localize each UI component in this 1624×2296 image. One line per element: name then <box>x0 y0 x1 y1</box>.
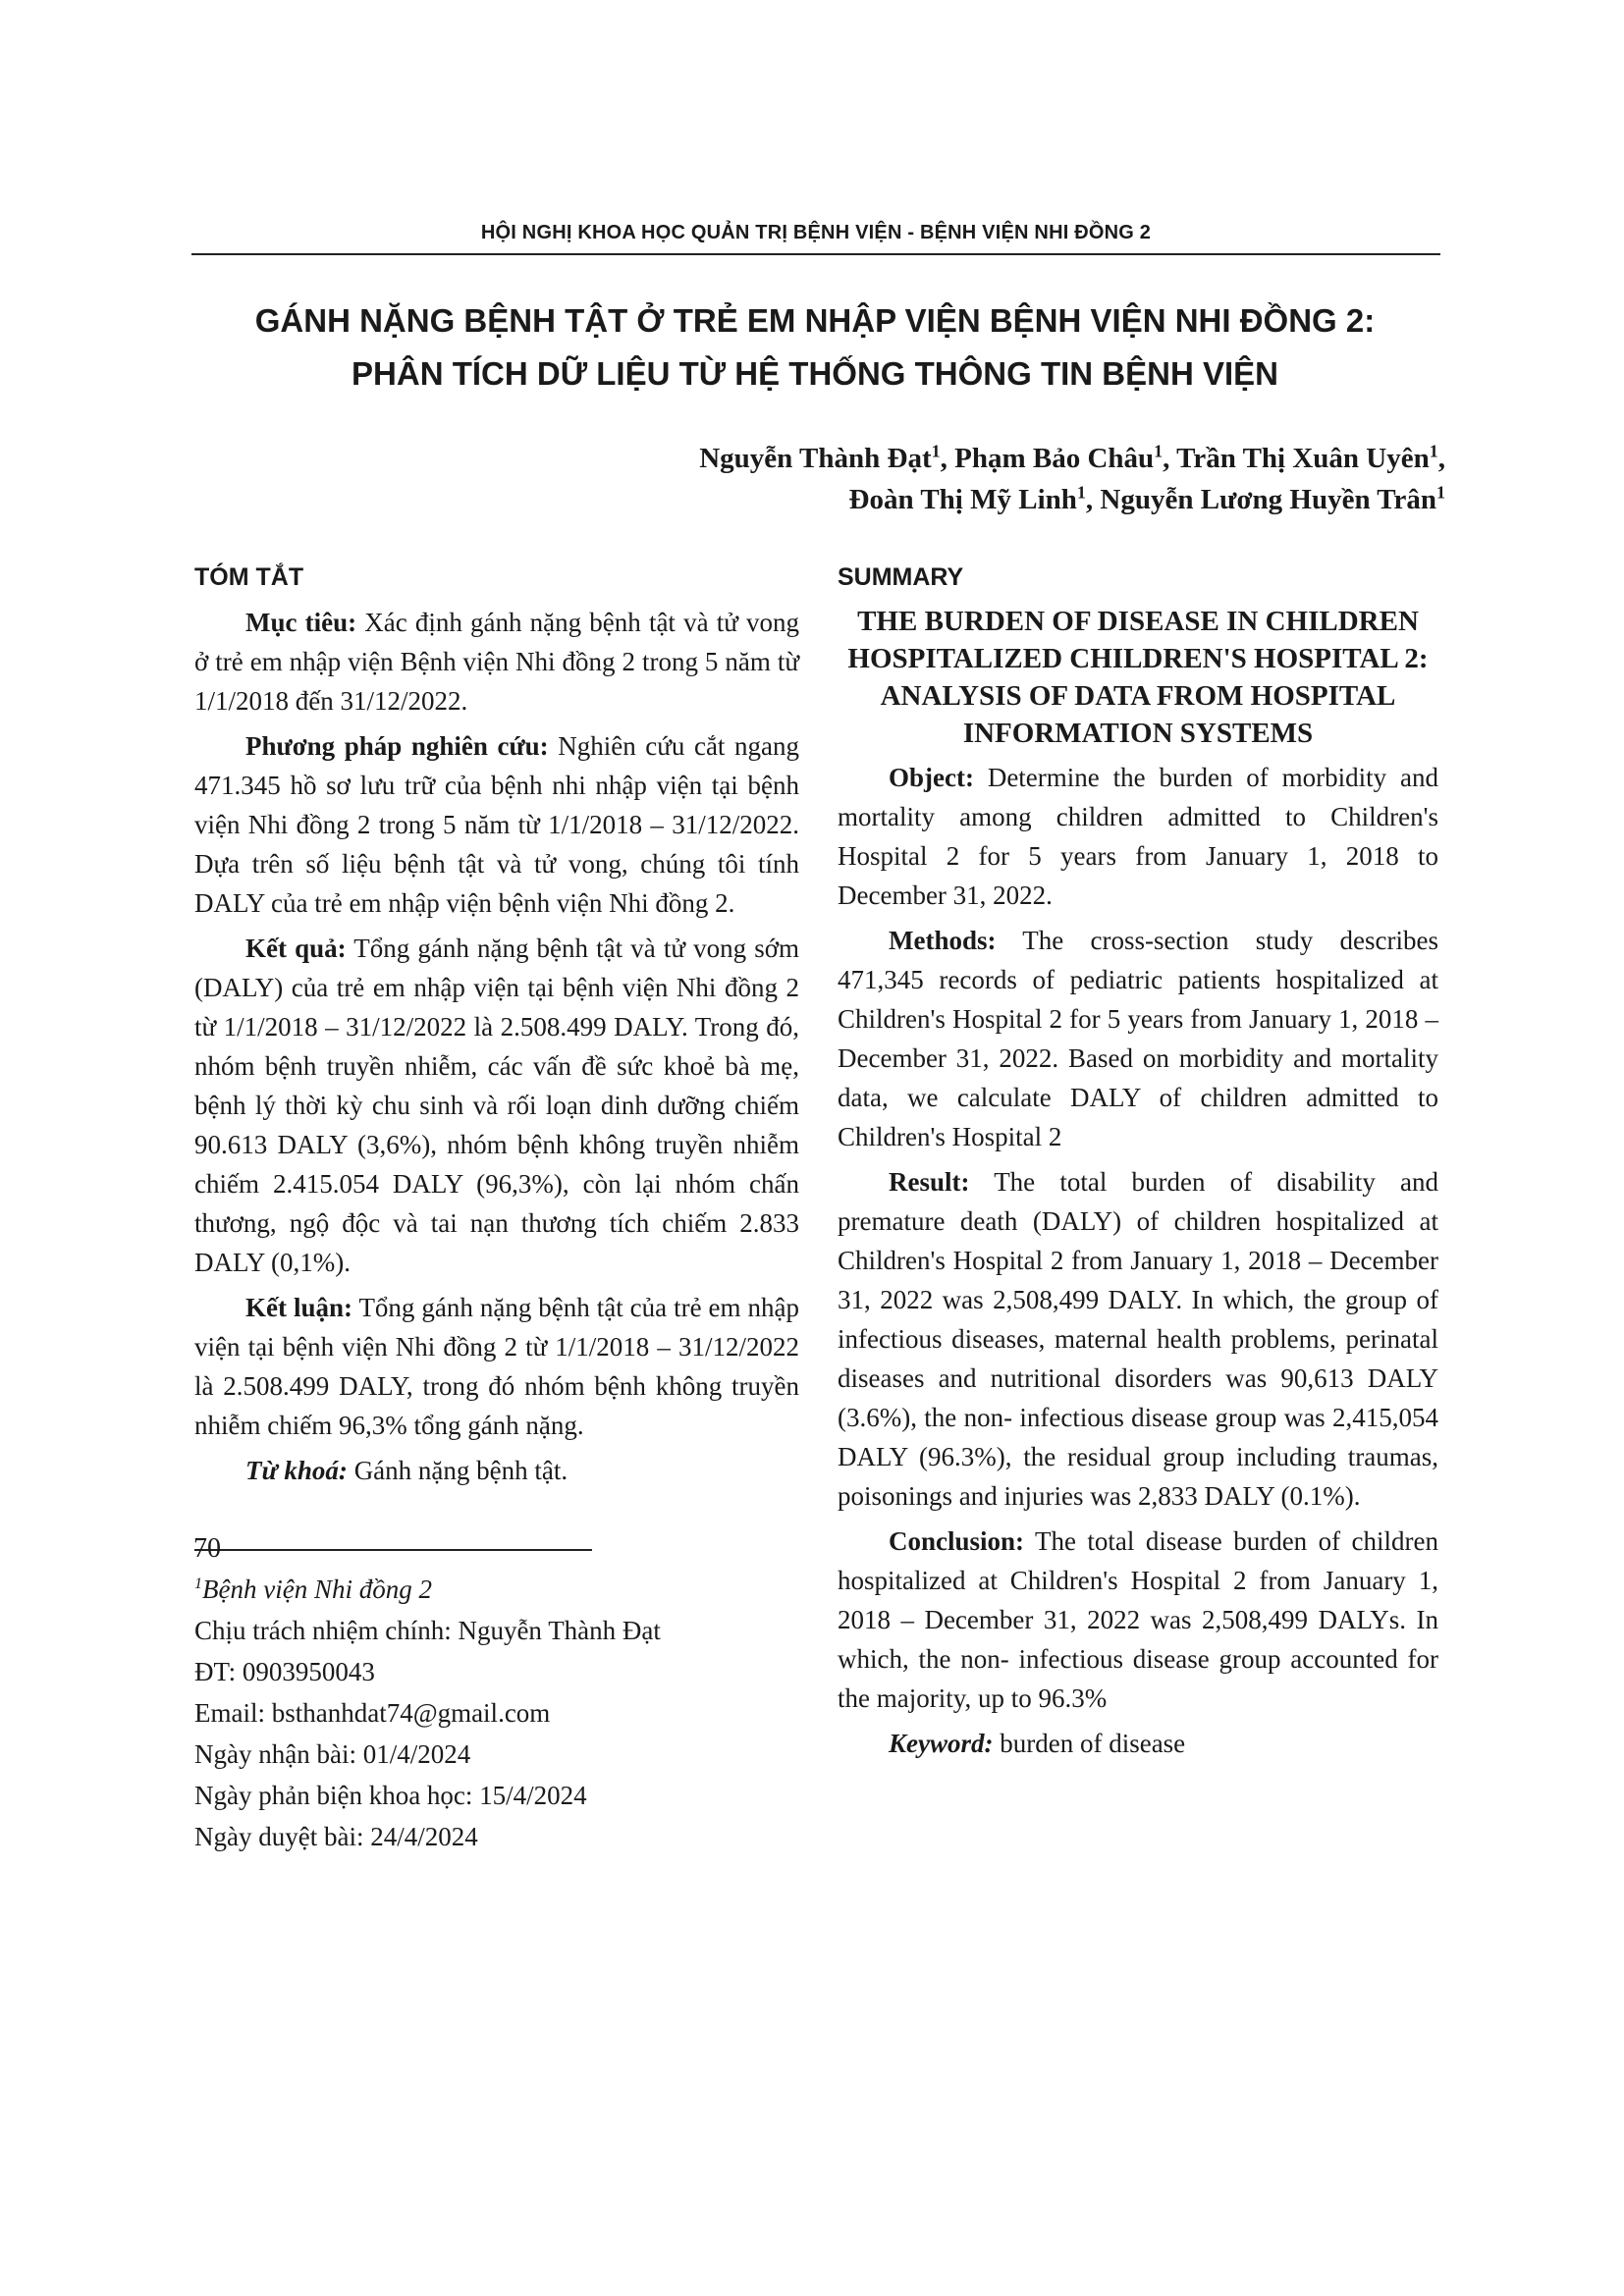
methods-paragraph-en <box>838 921 1438 1156</box>
results-text: Tổng gánh nặng bệnh tật và tử vong sớm (DALY) của trẻ em nhập viện tại bệnh viện Nhi đồng 2 từ 1/1/2018 – 31/12/2022 là 2.508.499 DALY. Trong đó, nhóm bệnh truyền nhiễm, các vấn đề sức khoẻ bà mẹ, bệnh lý thời kỳ chu sinh và rối loạn dinh dưỡng chiếm 90.613 DALY (3,6%), nhóm bệnh không truyền nhiễm chiếm 2.415.054 DALY (96,3%), còn lại nhóm chấn thương, ngộ độc và tai nạn thương tích chiếm 2.833 DALY (0,1%). <box>194 934 800 1277</box>
vietnamese-abstract-column <box>194 558 799 1857</box>
author-name: Trần Thị Xuân Uyên <box>1176 443 1430 474</box>
keyword-paragraph-en <box>838 1724 1438 1763</box>
footnote-rule <box>194 1549 592 1551</box>
result-text-en: The total burden of disability and premature death (DALY) of children hospitalized at Children's Hospital 2 from January 1, 2018 – December 31, 2022 was 2,508,499 DALY. In which, the group of infectious diseases, maternal health problems, perinatal diseases and nutritional disorders was 90,613 DALY (3.6%), the non- infectious disease group was 2,415,054 DALY (96.3%), the residual group including traumas, poisonings and injuries was 2,833 DALY (0.1%). <box>838 1167 1438 1511</box>
footnote-affiliation <box>194 1569 799 1610</box>
methods-paragraph <box>194 726 799 923</box>
keyword-text: Gánh nặng bệnh tật. <box>347 1456 568 1485</box>
affiliation-text: Bệnh viện Nhi đồng 2 <box>202 1575 432 1604</box>
keyword-label-en: Keyword: <box>889 1729 994 1758</box>
author-separator: , <box>1437 443 1445 474</box>
email-address: Email: bsthanhdat74@gmail.com <box>194 1698 551 1728</box>
affiliation-marker: 1 <box>931 441 941 461</box>
author-name: Phạm Bảo Châu <box>954 443 1155 474</box>
conclusion-text-en: The total disease burden of children hospitalized at Children's Hospital 2 from January 1, 2018 – December 31, 2022 was 2,508,499 DALYs. In which, the non- infectious disease group accounted for the majority, up to 96.3% <box>838 1526 1438 1713</box>
english-title: THE BURDEN OF DISEASE IN CHILDREN HOSPITALIZED CHILDREN'S HOSPITAL 2: ANALYSIS OF DATA FROM HOSPITAL INFORMATION SYSTEMS <box>847 606 1429 749</box>
affiliation-marker: 1 <box>1429 441 1438 461</box>
methods-label: Phương pháp nghiên cứu: <box>245 731 549 761</box>
conclusion-paragraph-en <box>838 1522 1438 1718</box>
date-reviewed: Ngày phản biện khoa học: 15/4/2024 <box>194 1781 587 1810</box>
object-paragraph <box>838 758 1438 915</box>
objective-paragraph <box>194 603 799 721</box>
summary-heading: SUMMARY <box>838 563 964 591</box>
result-label-en: Result: <box>889 1167 970 1197</box>
conclusion-label: Kết luận: <box>245 1293 352 1322</box>
paper-title <box>147 294 1483 400</box>
methods-text-en: The cross-section study describes 471,345 records of pediatric patients hospitalized at Children's Hospital 2 for 5 years from January 1, 2018 – December 31, 2022. Based on morbidity and mortality data, we calculate DALY of children admitted to Children's Hospital 2 <box>838 926 1438 1151</box>
author-separator: , <box>1085 484 1101 515</box>
author-name: Nguyễn Lương Huyền Trân <box>1100 484 1436 515</box>
date-received: Ngày nhận bài: 01/4/2024 <box>194 1739 471 1769</box>
results-label: Kết quả: <box>245 934 347 963</box>
header-rule <box>191 253 1440 255</box>
author-line-2 <box>699 479 1445 520</box>
conclusion-text: Tổng gánh nặng bệnh tật của trẻ em nhập viện tại bệnh viện Nhi đồng 2 từ 1/1/2018 – 31/12/2022 là 2.508.499 DALY, trong đó nhóm bệnh không truyền nhiễm chiếm 96,3% tổng gánh nặng. <box>194 1293 799 1440</box>
methods-text: Nghiên cứu cắt ngang 471.345 hồ sơ lưu trữ của bệnh nhi nhập viện tại bệnh viện Nhi đồng 2 trong 5 năm từ 1/1/2018 – 31/12/2022. Dựa trên số liệu bệnh tật và tử vong, chúng tôi tính DALY của trẻ em nhập viện bệnh viện Nhi đồng 2. <box>194 731 799 918</box>
object-text: Determine the burden of morbidity and mortality among children admitted to Children's Hospital 2 for 5 years from January 1, 2018 to December 31, 2022. <box>838 763 1438 910</box>
abstract-heading: TÓM TẮT <box>194 563 304 591</box>
affiliation-marker: 1 <box>1076 482 1086 503</box>
phone-number: ĐT: 0903950043 <box>194 1657 375 1686</box>
title-line-1: GÁNH NẶNG BỆNH TẬT Ở TRẺ EM NHẬP VIỆN BỆNH VIỆN NHI ĐỒNG 2: <box>254 302 1376 339</box>
author-separator: , <box>1163 443 1177 474</box>
author-name: Đoàn Thị Mỹ Linh <box>848 484 1077 515</box>
footnote-marker: 1 <box>194 1575 202 1592</box>
author-separator: , <box>940 443 955 474</box>
keyword-label: Từ khoá: <box>245 1456 348 1485</box>
conclusion-paragraph <box>194 1288 799 1445</box>
affiliation-marker: 1 <box>1154 441 1164 461</box>
footnote <box>194 1569 799 1857</box>
results-paragraph <box>194 929 799 1282</box>
page-number: 70 <box>193 1533 221 1564</box>
title-line-2: PHÂN TÍCH DỮ LIỆU TỪ HỆ THỐNG THÔNG TIN BỆNH VIỆN <box>352 355 1278 392</box>
corresponding-author: Chịu trách nhiệm chính: Nguyễn Thành Đạt <box>194 1616 661 1645</box>
objective-text: Xác định gánh nặng bệnh tật và tử vong ở trẻ em nhập viện Bệnh viện Nhi đồng 2 trong 5 năm từ 1/1/2018 đến 31/12/2022. <box>194 608 800 716</box>
author-name: Nguyễn Thành Đạt <box>699 443 932 474</box>
author-list <box>699 438 1445 520</box>
date-accepted: Ngày duyệt bài: 24/4/2024 <box>194 1822 478 1851</box>
running-header: HỘI NGHỊ KHOA HỌC QUẢN TRỊ BỆNH VIỆN - BỆNH VIỆN NHI ĐỒNG 2 <box>480 222 1152 243</box>
methods-label-en: Methods: <box>889 926 997 955</box>
keyword-text-en: burden of disease <box>993 1729 1186 1758</box>
conclusion-label-en: Conclusion: <box>889 1526 1025 1556</box>
keyword-paragraph <box>194 1451 799 1490</box>
object-label: Object: <box>889 763 974 792</box>
result-paragraph-en <box>838 1162 1438 1516</box>
author-line-1 <box>699 438 1445 479</box>
objective-label: Mục tiêu: <box>245 608 357 637</box>
affiliation-marker: 1 <box>1436 482 1445 503</box>
english-summary-column <box>838 558 1438 1769</box>
